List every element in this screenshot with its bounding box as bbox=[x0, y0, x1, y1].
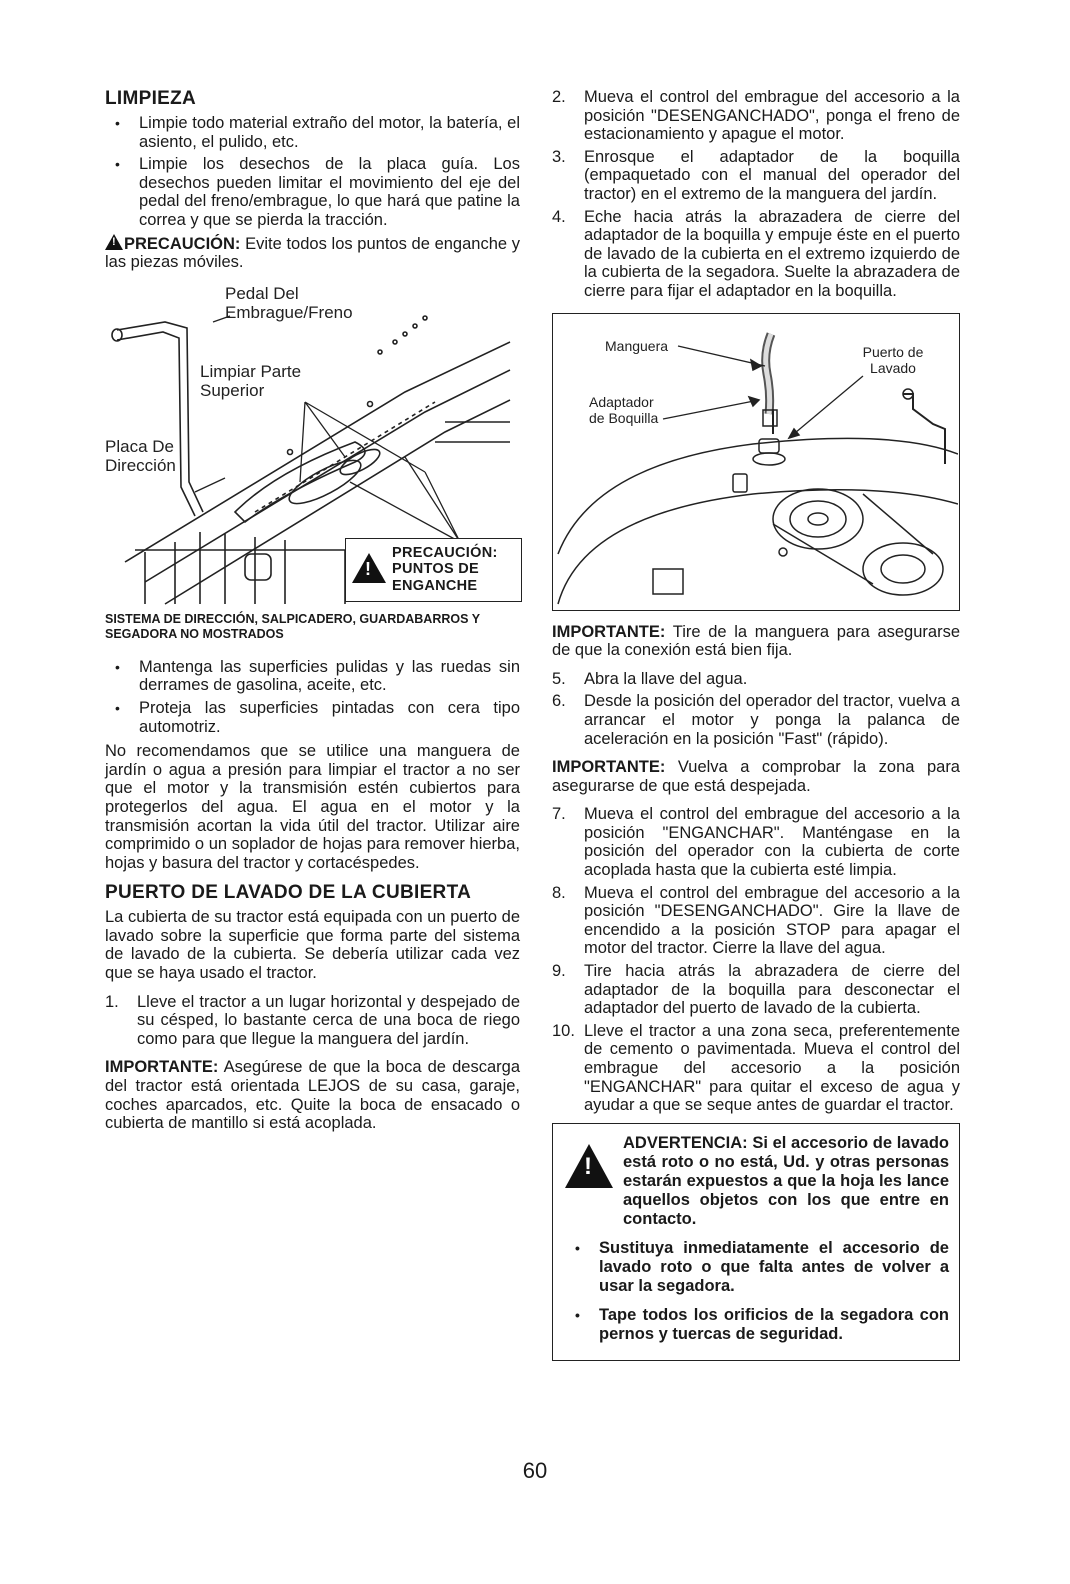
steering-plate-figure bbox=[105, 282, 520, 606]
puerto-heading: PUERTO DE LAVADO DE LA CUBIERTA bbox=[105, 882, 472, 904]
caution-box-line-1: PRECAUCIÓN: bbox=[392, 544, 498, 561]
figure-caption: SISTEMA DE DIRECCIÓN, SALPICADERO, GUARDABARROS Y SEGADORA NO MOSTRADOS bbox=[105, 611, 480, 641]
caution-word: PRECAUCIÓN: bbox=[124, 234, 241, 253]
surface-bullet-2: • Proteja las superficies pintadas con cera tipo automotriz. bbox=[105, 699, 520, 736]
important-3-text: Vuelva a comprobar la zona para asegurarse de que está despejada. bbox=[552, 758, 960, 795]
limpieza-bullet-2: • Limpie los desechos de la placa guía. Los desechos pueden limitar el movimiento del eje del pedal del freno/embrague, lo que hará que patine la correa y que se pierda la tracción. bbox=[105, 155, 520, 229]
caution-triangle-icon bbox=[352, 553, 386, 583]
step-6 bbox=[552, 692, 960, 748]
placa-label: Placa De Dirección bbox=[105, 436, 176, 475]
step-7-number: 7. bbox=[552, 805, 566, 824]
manguera-label: Manguera bbox=[605, 337, 669, 354]
surface-bullet-1: • Mantenga las superficies pulidas y las ruedas sin derrames de gasolina, aceite, etc. bbox=[105, 658, 520, 695]
important-3 bbox=[552, 758, 960, 795]
left-column bbox=[105, 88, 520, 1133]
step-1-text: Lleve el tractor a un lugar horizontal y despejado de su césped, lo bastante cerca de una boca de riego como para que llegue la manguera del jardín. bbox=[137, 992, 520, 1048]
important-2 bbox=[552, 623, 960, 660]
step-2-number: 2. bbox=[552, 88, 566, 106]
pedal-label: Pedal Del Embrague/Freno bbox=[225, 283, 353, 322]
important-2-text: Tire de la manguera para asegurarse de que la conexión está bien fija. bbox=[552, 622, 960, 660]
step-9-number: 9. bbox=[552, 962, 566, 981]
important-2-word: IMPORTANTE: bbox=[552, 622, 666, 641]
hose-paragraph: No recomendamos que se utilice una manguera de jardín o agua a presión para limpiar el tractor a no ser que el motor y la transmisión estén cubiertos para protegerlos del agua. El agua en el motor y la transmisión acortan la vida útil del tractor. Utilizar aire comprimido o un soplador de hojas para remover hierba, hojas y basura del tractor y cortacéspedes. bbox=[105, 742, 520, 872]
important-3-word: IMPORTANTE: bbox=[552, 758, 666, 777]
warning-triangle-icon bbox=[565, 1144, 613, 1188]
step-8 bbox=[552, 884, 960, 958]
step-7 bbox=[552, 805, 960, 879]
warning-bullet-2: • Tape todos los orificios de la segadora con pernos y tuercas de seguridad. bbox=[565, 1306, 949, 1344]
step-5-text: Abra la llave del agua. bbox=[584, 669, 748, 688]
limpiar-label: Limpiar Parte Superior bbox=[200, 361, 302, 400]
warning-triangle-icon bbox=[105, 234, 123, 250]
step-5-number: 5. bbox=[552, 669, 566, 688]
caution-box-line-2: PUNTOS DE bbox=[392, 561, 480, 578]
important-1-word: IMPORTANTE: bbox=[105, 1058, 219, 1077]
warning-box bbox=[552, 1123, 960, 1361]
adaptador-label: Adaptador de Boquilla bbox=[589, 393, 659, 426]
step-9-text: Tire hacia atrás la abrazadera de cierre del adaptador de la boquilla para desconectar el adaptador del puerto de lavado de la cubierta. bbox=[584, 962, 960, 1018]
step-8-text: Mueva el control del embrague del accesorio a la posición "DESENGANCHADO". Gire la llave de encendido a la posición STOP para apagar el motor del tractor. Cierre la llave del agua. bbox=[584, 883, 960, 958]
step-8-number: 8. bbox=[552, 883, 566, 902]
step-1 bbox=[105, 993, 520, 1049]
limpieza-heading: LIMPIEZA bbox=[105, 88, 197, 109]
step-7-text: Mueva el control del embrague del accesorio a la posición "ENGANCHAR". Manténgase en la posición del operador con la cubierta de corte acoplada hasta que la cubierta esté limpia. bbox=[584, 805, 960, 880]
warning-bullet-1: • Sustituya inmediatamente el accesorio de lavado roto o que falta antes de volver a usar la segadora. bbox=[565, 1239, 949, 1296]
warning-text: ADVERTENCIA: Si el accesorio de lavado está roto o no está, Ud. y otras personas estarán expuestos a que la hoja les lance aquellos objetos con los que entre en contacto. bbox=[623, 1133, 949, 1228]
step-6-text: Desde la posición del operador del tractor, vuelva a arrancar el motor y ponga la palanca de aceleración en la posición "Fast" (rápido). bbox=[584, 692, 960, 748]
step-2-text: Mueva el control del embrague del accesorio a la posición "DESENGANCHADO", ponga el freno de estacionamiento y apague el motor. bbox=[584, 88, 960, 144]
page-number: 60 bbox=[522, 1458, 548, 1483]
caution-paragraph bbox=[105, 234, 520, 272]
step-10-text: Lleve el tractor a una zona seca, preferentemente de cemento o pavimentada. Mueva el control del embrague del accesorio a la posición "ENGANCHAR" para quitar el exceso de agua y ayudar a que se seque antes de guardar el tractor. bbox=[584, 1021, 960, 1115]
step-5 bbox=[552, 670, 960, 689]
puerto-label: Puerto de Lavado bbox=[862, 343, 924, 376]
caution-text: Evite todos los puntos de enganche y las piezas móviles. bbox=[105, 234, 520, 272]
wash-port-figure bbox=[552, 313, 960, 611]
step-6-number: 6. bbox=[552, 692, 566, 711]
puerto-paragraph: La cubierta de su tractor está equipada con un puerto de lavado sobre la superficie que forma parte del sistema de lavado de la cubierta. Se debería utilizar cada vez que se haya usado el tractor. bbox=[105, 908, 520, 983]
caution-box-text bbox=[392, 545, 498, 595]
step-2 bbox=[552, 88, 960, 144]
step-3-text: Enrosque el adaptador de la boquilla (empaquetado con el manual del operador del tractor) en el extremo de la manguera del jardín. bbox=[584, 147, 960, 203]
step-9 bbox=[552, 962, 960, 1018]
step-10 bbox=[552, 1022, 960, 1115]
pinch-points-caution-box bbox=[345, 538, 522, 602]
step-1-number: 1. bbox=[105, 992, 119, 1011]
step-10-number: 10. bbox=[552, 1021, 575, 1040]
step-4-number: 4. bbox=[552, 207, 566, 226]
right-column bbox=[552, 88, 960, 1361]
step-3 bbox=[552, 148, 960, 204]
step-4 bbox=[552, 208, 960, 301]
warning-head bbox=[565, 1134, 949, 1229]
important-1 bbox=[105, 1058, 520, 1132]
caution-box-line-3: ENGANCHE bbox=[392, 577, 478, 594]
step-3-number: 3. bbox=[552, 147, 566, 166]
important-1-text: Asegúrese de que la boca de descarga del tractor está orientada LEJOS de su casa, garaje, coches aparcados, etc. Quite la boca de ensacado o cubierta de mantillo si está acoplada. bbox=[105, 1058, 520, 1133]
step-4-text: Eche hacia atrás la abrazadera de cierre del adaptador de la boquilla y empuje éste en el puerto de lavado de la cubierta en el extremo izquierdo de la cubierta de la segadora. Suelte la abrazadera de cierre para fijar el adaptador en la boquilla. bbox=[584, 207, 960, 300]
limpieza-bullet-1: • Limpie todo material extraño del motor, la batería, el asiento, el pulido, etc. bbox=[105, 114, 520, 151]
